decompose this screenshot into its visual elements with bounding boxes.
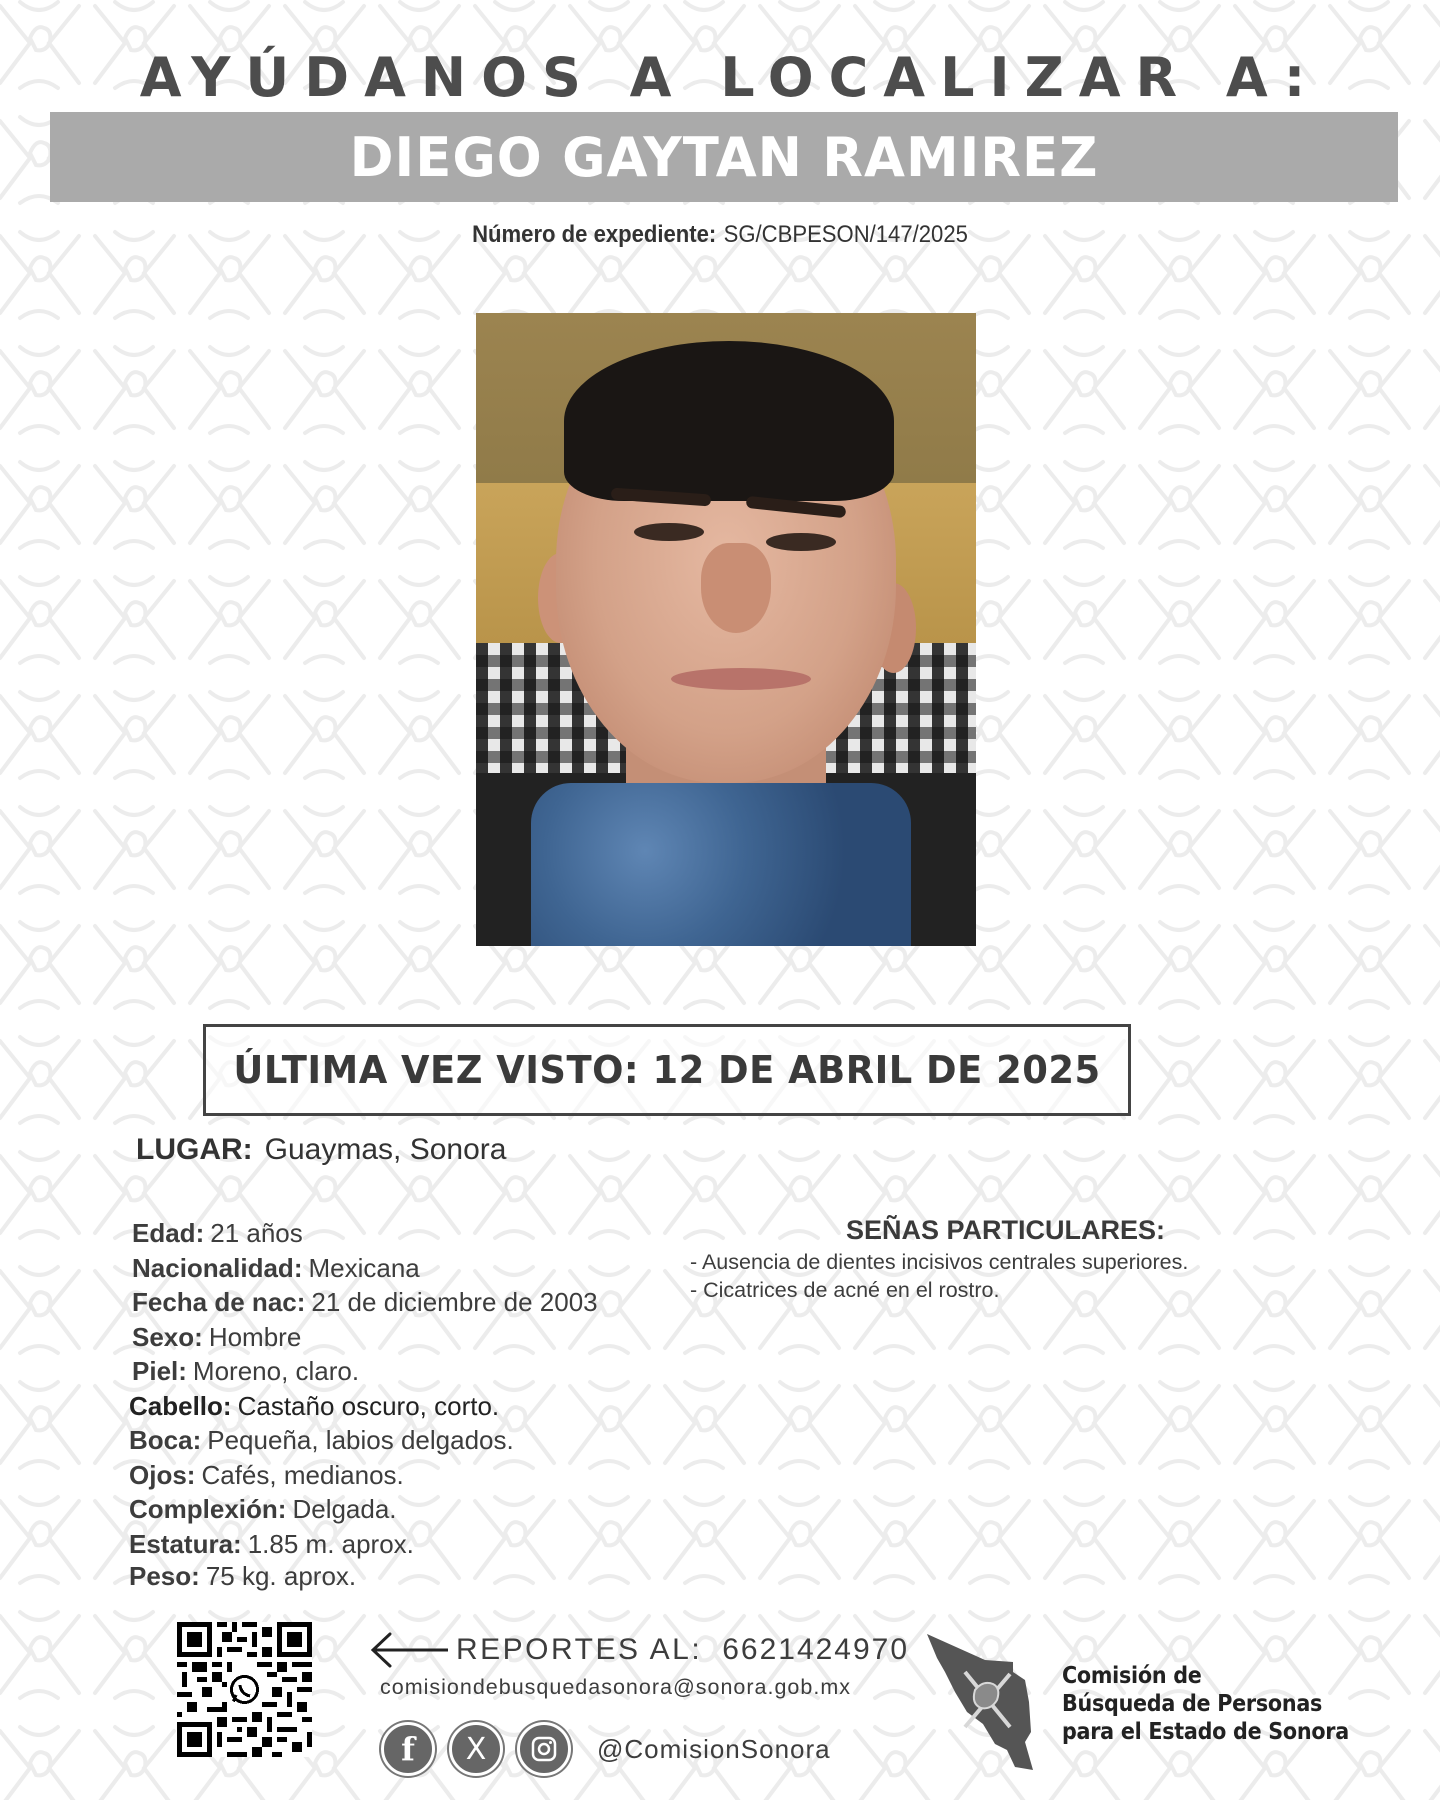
detail-value: 1.85 m. aprox. — [247, 1528, 414, 1559]
arrow-left-icon — [370, 1630, 448, 1670]
detail-row-sex — [132, 1320, 672, 1355]
detail-row-hair — [129, 1389, 672, 1424]
social-links — [381, 1722, 831, 1776]
qr-code-icon — [177, 1622, 312, 1757]
detail-value: Pequeña, labios delgados. — [207, 1425, 514, 1455]
reports-phone[interactable]: 6621424970 — [722, 1633, 910, 1666]
detail-value: 21 años — [210, 1218, 303, 1248]
detail-row-build — [129, 1492, 672, 1527]
instagram-icon[interactable] — [517, 1722, 571, 1776]
person-name: DIEGO GAYTAN RAMIREZ — [349, 125, 1099, 189]
organization-name — [1062, 1662, 1349, 1746]
detail-value: 75 kg. aprox. — [205, 1561, 357, 1591]
headline: AYÚDANOS A LOCALIZAR A: — [139, 46, 1321, 109]
case-number-label: Número de expediente: — [472, 221, 717, 248]
distinctive-mark-item: - Ausencia de dientes incisivos centrales superiores. — [690, 1250, 1189, 1274]
detail-label: Complexión: — [129, 1494, 287, 1524]
detail-row-mouth — [129, 1423, 672, 1458]
detail-value: 21 de diciembre de 2003 — [311, 1287, 598, 1317]
detail-row-weight — [129, 1561, 672, 1591]
detail-value: Castaño oscuro, corto. — [237, 1390, 500, 1421]
facebook-icon[interactable] — [381, 1722, 435, 1776]
detail-label: Boca: — [129, 1425, 202, 1455]
detail-value: Delgada. — [292, 1494, 397, 1524]
org-line: Búsqueda de Personas — [1062, 1691, 1323, 1717]
physical-details-list — [129, 1216, 672, 1591]
detail-row-height — [129, 1527, 672, 1562]
person-photo — [476, 313, 976, 946]
x-twitter-icon[interactable] — [449, 1722, 503, 1776]
detail-label: Fecha de nac: — [132, 1287, 306, 1317]
detail-label: Sexo: — [132, 1321, 203, 1352]
reports-email[interactable]: comisiondebusquedasonora@sonora.gob.mx — [380, 1675, 851, 1699]
place-value: Guaymas, Sonora — [264, 1133, 507, 1166]
detail-row-eyes — [129, 1458, 672, 1493]
detail-row-birthdate — [132, 1285, 672, 1320]
detail-label: Peso: — [129, 1561, 200, 1591]
distinctive-marks — [690, 1212, 1310, 1304]
detail-value: Hombre — [208, 1321, 302, 1352]
sonora-map-icon — [925, 1632, 1040, 1772]
case-number-line — [58, 218, 1383, 252]
org-line: para el Estado de Sonora — [1062, 1719, 1349, 1745]
x-glyph: X — [465, 1731, 487, 1767]
detail-label: Piel: — [132, 1356, 187, 1386]
social-handle[interactable]: @ComisionSonora — [597, 1733, 831, 1764]
detail-label: Nacionalidad: — [132, 1252, 303, 1283]
detail-row-age — [132, 1216, 672, 1251]
detail-value: Mexicana — [308, 1252, 420, 1283]
last-seen-box — [203, 1024, 1131, 1116]
detail-label: Cabello: — [129, 1390, 232, 1421]
case-number-value: SG/CBPESON/147/2025 — [723, 221, 968, 248]
instagram-glyph — [530, 1735, 558, 1763]
name-banner — [50, 112, 1398, 202]
detail-label: Estatura: — [129, 1528, 242, 1559]
facebook-glyph: f — [401, 1730, 415, 1768]
org-line: Comisión de — [1062, 1663, 1202, 1689]
reports-block — [370, 1630, 909, 1704]
last-seen-text: ÚLTIMA VEZ VISTO: 12 DE ABRIL DE 2025 — [233, 1048, 1101, 1092]
whatsapp-qr-code[interactable] — [177, 1622, 312, 1757]
detail-row-nationality — [132, 1251, 672, 1286]
place-line — [136, 1131, 506, 1169]
detail-value: Cafés, medianos. — [201, 1459, 404, 1490]
detail-label: Ojos: — [129, 1459, 196, 1490]
reports-label: REPORTES AL: — [456, 1633, 703, 1666]
distinctive-marks-title: SEÑAS PARTICULARES: — [846, 1215, 1166, 1245]
detail-label: Edad: — [132, 1218, 205, 1248]
sonora-commission-logo — [925, 1632, 1040, 1772]
detail-row-skin — [132, 1354, 672, 1389]
distinctive-mark-item: - Cicatrices de acné en el rostro. — [690, 1278, 1000, 1302]
detail-value: Moreno, claro. — [192, 1356, 360, 1386]
place-label: LUGAR: — [136, 1133, 253, 1166]
